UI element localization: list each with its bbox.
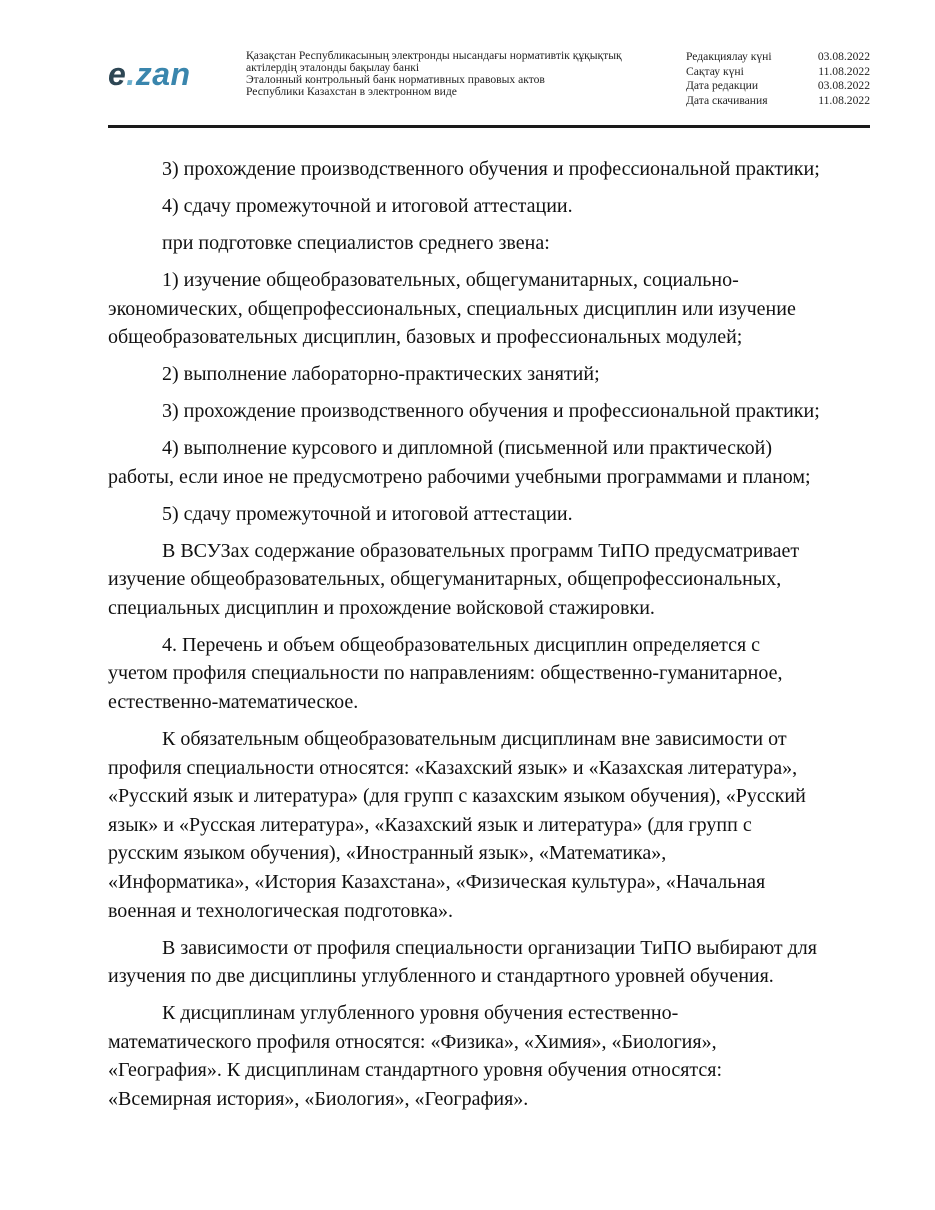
registry-line-4: Республики Казахстан в электронном виде xyxy=(246,85,457,98)
header-divider xyxy=(108,125,870,128)
paragraph: 4) выполнение курсового и дипломной (письменной или практической) работы, если иное не предусмотрено рабочими учебными программами и планом; xyxy=(108,437,811,488)
date-row-edit-ru xyxy=(686,79,870,94)
paragraph: В ВСУЗах содержание образовательных программ ТиПО предусматривает изучение общеобразовательных, общегуманитарных, общепрофессиональных, специальных дисциплин и прохождение войсковой стажировки. xyxy=(108,539,800,619)
registry-title xyxy=(246,50,676,98)
document-dates xyxy=(686,50,870,108)
date-label: Дата редакции xyxy=(686,79,759,92)
registry-line-2: актілердің эталонды бақылау банкі xyxy=(246,61,420,74)
ezan-logo[interactable] xyxy=(108,54,191,94)
paragraph: К дисциплинам углубленного уровня обучения естественно- математического профиля относятся: «Физика», «Химия», «Биология», «География». К дисциплинам стандартного уровня обучения относятся: «Всемирная история», «Биология», «География». xyxy=(108,1002,723,1110)
paragraph: при подготовке специалистов среднего звена: xyxy=(162,231,550,254)
registry-line-1: Қазақстан Республикасының электронды нысандағы нормативтік құқықтық xyxy=(246,49,622,62)
date-row-edit-kz xyxy=(686,50,870,65)
paragraph: 3) прохождение производственного обучения и профессиональной практики; xyxy=(162,158,820,180)
paragraph: 4. Перечень и объем общеобразовательных дисциплин определяется с учетом профиля специальности по направлениям: общественно-гуманитарное, естественно-математическое. xyxy=(108,633,783,714)
paragraph: 5) сдачу промежуточной и итоговой аттестации. xyxy=(162,502,573,525)
paragraph: 1) изучение общеобразовательных, общегуманитарных, социально- экономических, общепрофессиональных, специальных дисциплин или изучение общеобразовательных дисциплин, базовых и профессиональных модулей; xyxy=(108,268,796,349)
logo-dot: . xyxy=(126,56,136,92)
date-value: 03.08.2022 xyxy=(817,79,870,92)
date-value: 11.08.2022 xyxy=(818,93,870,107)
document-body xyxy=(108,155,870,1122)
document-header xyxy=(108,44,870,128)
date-label: Сақтау күні xyxy=(686,64,744,78)
date-row-download-ru xyxy=(686,94,870,109)
logo-word-zan: zan xyxy=(135,56,191,92)
paragraph: 4) сдачу промежуточной и итоговой аттестации. xyxy=(162,194,573,217)
paragraph: 2) выполнение лабораторно-практических занятий; xyxy=(162,363,600,386)
date-value: 03.08.2022 xyxy=(817,50,870,63)
date-label: Дата скачивания xyxy=(686,93,768,107)
registry-line-3: Эталонный контрольный банк нормативных правовых актов xyxy=(246,73,545,86)
date-value: 11.08.2022 xyxy=(818,64,870,78)
paragraph: В зависимости от профиля специальности организации ТиПО выбирают для изучения по две дисциплины углубленного и стандартного уровней обучения. xyxy=(108,936,817,988)
paragraph: 3) прохождение производственного обучения и профессиональной практики; xyxy=(162,400,820,423)
paragraph: К обязательным общеобразовательным дисциплинам вне зависимости от профиля специальности относятся: «Казахский язык» и «Казахская литература», «Русский язык и литература» (для групп с казахским языком обучения), «Русский язык» и «Русская литература», «Казахский язык и литература» (для групп с русским языком обучения), «Иностранный язык», «Математика», «Информатика», «История Казахстана», «Физическая культура», «Начальная военная и технологическая подготовка». xyxy=(108,728,806,922)
date-row-save-kz xyxy=(686,65,870,80)
logo-letter-e: e xyxy=(108,56,127,92)
date-label: Редакциялау күні xyxy=(686,50,772,63)
